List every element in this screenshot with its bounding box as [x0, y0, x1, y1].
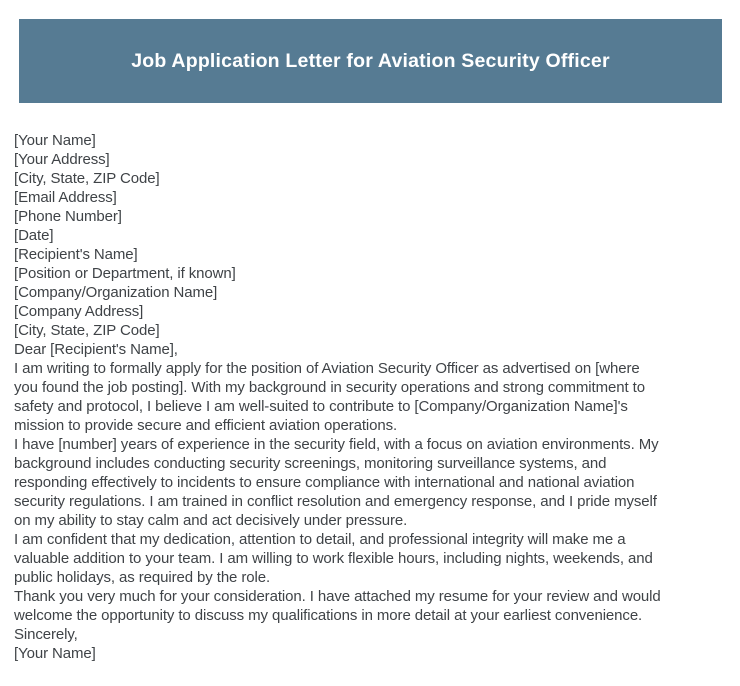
letter-line: I have [number] years of experience in the security field, with a focus on aviation environments. My — [14, 436, 659, 453]
letter-line: responding effectively to incidents to ensure compliance with international and national aviation — [14, 474, 635, 491]
letter-line: [Date] — [14, 227, 54, 244]
letter-line: I am confident that my dedication, attention to detail, and professional integrity will make me a — [14, 531, 626, 548]
letter-line: security regulations. I am trained in conflict resolution and emergency response, and I pride myself — [14, 493, 657, 510]
letter-line: [Your Name] — [14, 645, 96, 662]
letter-line: valuable addition to your team. I am willing to work flexible hours, including nights, weekends, and — [14, 550, 653, 567]
letter-line: [Position or Department, if known] — [14, 265, 236, 282]
letter-line: Thank you very much for your consideration. I have attached my resume for your review and would — [14, 588, 661, 605]
letter-body — [14, 131, 740, 663]
letter-line: Dear [Recipient's Name], — [14, 341, 178, 358]
letter-line: I am writing to formally apply for the position of Aviation Security Officer as advertised on [where — [14, 360, 640, 377]
letter-line: background includes conducting security screenings, monitoring surveillance systems, and — [14, 455, 607, 472]
letter-title: Job Application Letter for Aviation Security Officer — [131, 49, 610, 72]
letter-line: Sincerely, — [14, 626, 78, 643]
letter-line: welcome the opportunity to discuss my qualifications in more detail at your earliest convenience. — [14, 607, 643, 624]
letter-line: [Phone Number] — [14, 208, 122, 225]
letter-line: safety and protocol, I believe I am well-suited to contribute to [Company/Organization Name]'s — [14, 398, 628, 415]
letter-title-banner — [19, 19, 722, 103]
letter-line: [Email Address] — [14, 189, 117, 206]
letter-line: [Company Address] — [14, 303, 144, 320]
letter-line: you found the job posting]. With my background in security operations and strong commitment to — [14, 379, 645, 396]
letter-line: [City, State, ZIP Code] — [14, 170, 160, 187]
letter-line: [Your Address] — [14, 151, 110, 168]
letter-line: [Company/Organization Name] — [14, 284, 218, 301]
letter-line: public holidays, as required by the role. — [14, 569, 271, 586]
letter-line: on my ability to stay calm and act decisively under pressure. — [14, 512, 408, 529]
letter-line: [Your Name] — [14, 132, 96, 149]
letter-line: [City, State, ZIP Code] — [14, 322, 160, 339]
letter-line: mission to provide secure and efficient aviation operations. — [14, 417, 398, 434]
letter-line: [Recipient's Name] — [14, 246, 138, 263]
